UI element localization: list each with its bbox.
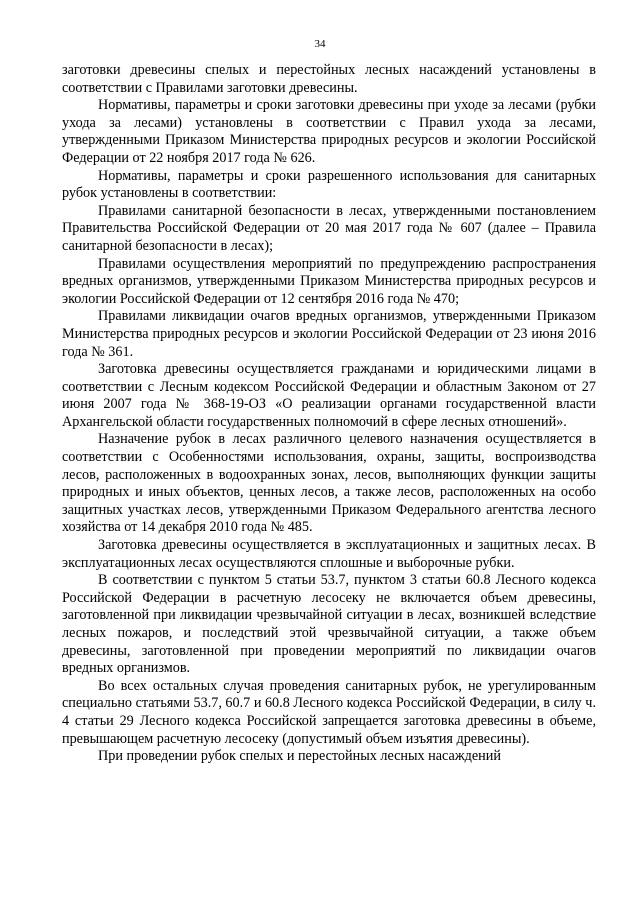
paragraph: Нормативы, параметры и сроки заготовки древесины при уходе за лесами (рубки ухода за лесами) установлены в соответствии с Правил ухода за лесами, утвержденными Приказом Министерства природных ресурсов и экологии Российской Федерации от 22 ноября 2017 года № 626. xyxy=(62,97,596,166)
paragraph: Заготовка древесины осуществляется в эксплуатационных и защитных лесах. В эксплуатационных лесах осуществляются сплошные и выборочные рубки. xyxy=(62,537,596,571)
paragraph: Нормативы, параметры и сроки разрешенного использования для санитарных рубок установлены в соответствии: xyxy=(62,167,596,202)
paragraph: При проведении рубок спелых и перестойных лесных насаждений xyxy=(98,748,501,765)
paragraph: Правилами санитарной безопасности в лесах, утвержденными постановлением Правительства Российской Федерации от 20 мая 2017 года № 607 (далее – Правила санитарной безопасности в лесах); xyxy=(62,202,596,254)
page-number: 34 xyxy=(314,38,326,50)
body-text xyxy=(62,62,596,766)
paragraph: Правилами ликвидации очагов вредных организмов, утвержденными Приказом Министерства природных ресурсов и экологии Российской Федерации от 23 июня 2016 года № 361. xyxy=(62,308,596,360)
paragraph: Назначение рубок в лесах различного целевого назначения осуществляется в соответствии с Особенностями использования, охраны, защиты, воспроизводства лесов, расположенных в водоохранных зонах, лесов, выполняющих функции защиты природных и иных объектов, ценных лесов, а также лесов, расположенных на особо защитных участках лесов, утвержденными Приказом Федерального агентства лесного хозяйства от 14 декабря 2010 года № 485. xyxy=(62,431,596,536)
paragraph: Во всех остальных случая проведения санитарных рубок, не урегулированным специально статьями 53.7, 60.7 и 60.8 Лесного кодекса Российской Федерации, в силу ч. 4 статьи 29 Лесного кодекса Российской запрещается заготовка древесины в объеме, превышающем расчетную лесосеку (допустимый объем изъятия древесины). xyxy=(62,677,596,747)
paragraph: Правилами осуществления мероприятий по предупреждению распространения вредных организмов, утвержденными Приказом Министерства природных ресурсов и экологии Российской Федерации от 12 сентября 2016 года № 470; xyxy=(62,255,596,307)
paragraph: Заготовка древесины осуществляется гражданами и юридическими лицами в соответствии с Лесным кодексом Российской Федерации и областным Законом от 27 июня 2007 года № 368-19-ОЗ «О реализации органами государственной власти Архангельской области государственных полномочий в сфере лесных отношений». xyxy=(62,361,596,430)
paragraph: В соответствии с пунктом 5 статьи 53.7, пунктом 3 статьи 60.8 Лесного кодекса Российской Федерации в расчетную лесосеку не включается объем древесины, заготовленной при ликвидации чрезвычайной ситуации в лесах, возникшей вследствие лесных пожаров, и последствий этой чрезвычайной ситуации, а также объем древесины, заготовленной при проведении мероприятий по ликвидации очагов вредных организмов. xyxy=(62,572,596,677)
paragraph: заготовки древесины спелых и перестойных лесных насаждений установлены в соответствии с Правилами заготовки древесины. xyxy=(62,62,596,96)
